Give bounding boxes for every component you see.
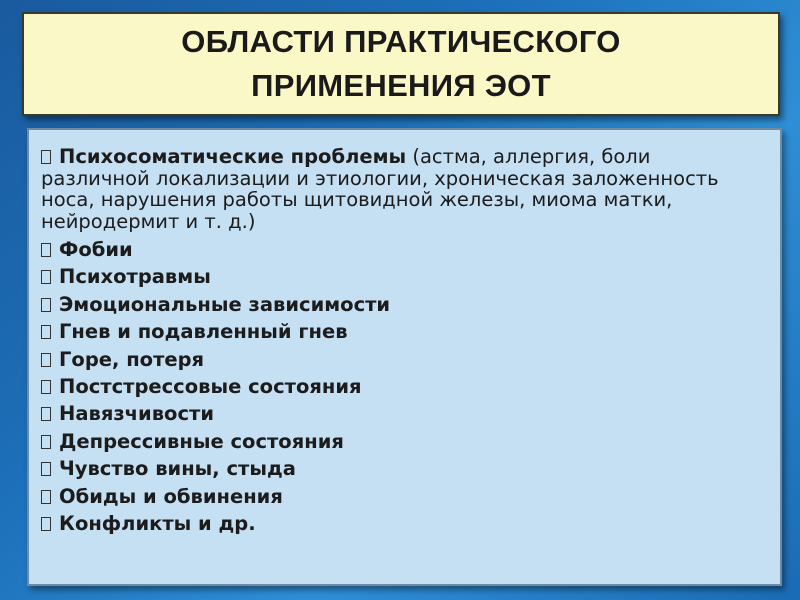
- checkbox-square-icon: [41, 490, 51, 504]
- list-item: [41, 455, 762, 482]
- areas-list: [41, 236, 762, 537]
- list-item: [41, 510, 762, 537]
- list-item: [41, 236, 762, 263]
- list-item: [41, 428, 762, 455]
- list-item-label: Психотравмы: [59, 265, 211, 289]
- list-item: [41, 373, 762, 400]
- list-item-label: Постстрессовые состояния: [59, 375, 362, 399]
- checkbox-square-icon: [41, 462, 51, 476]
- list-item-label: Горе, потеря: [59, 347, 205, 371]
- checkbox-square-icon: [41, 407, 51, 421]
- list-item-label: Фобии: [59, 238, 133, 261]
- checkbox-square-icon: [41, 243, 51, 257]
- title-box: [22, 12, 780, 116]
- checkbox-square-icon: [41, 270, 51, 284]
- lead-detail: (астма, аллергия, боли различной локализации и этиологии, хроническая заложенность носа, нарушения работы щитовидной железы, миома матки, нейродермит и т. д.): [41, 145, 719, 233]
- checkbox-square-icon: [41, 517, 51, 531]
- list-item: [41, 483, 762, 510]
- title-line-2: ПРИМЕНЕНИЯ ЭОТ: [251, 68, 551, 103]
- list-item: [41, 291, 762, 318]
- list-item: [41, 263, 762, 290]
- checkbox-square-icon: [41, 298, 51, 312]
- list-item-label: Обиды и обвинения: [59, 484, 283, 508]
- list-item: [41, 400, 762, 427]
- checkbox-square-icon: [41, 435, 51, 449]
- checkbox-square-icon: [41, 380, 51, 394]
- slide-title: [181, 20, 620, 108]
- title-line-1: ОБЛАСТИ ПРАКТИЧЕСКОГО: [181, 24, 621, 59]
- checkbox-square-icon: [41, 353, 51, 367]
- checkbox-square-icon: [41, 150, 51, 164]
- list-item-label: Депрессивные состояния: [59, 429, 344, 453]
- list-item-label: Конфликты и др.: [59, 512, 256, 536]
- list-item-label: Навязчивости: [59, 402, 214, 426]
- list-item: [41, 318, 762, 345]
- list-item-label: Гнев и подавленный гнев: [59, 320, 348, 344]
- lead-paragraph: [41, 146, 762, 232]
- content-box: [27, 128, 782, 586]
- lead-strong: Психосоматические проблемы: [59, 145, 407, 168]
- list-item-label: Чувство вины, стыда: [59, 457, 296, 481]
- list-item: [41, 346, 762, 373]
- list-item-label: Эмоциональные зависимости: [59, 292, 391, 316]
- checkbox-square-icon: [41, 325, 51, 339]
